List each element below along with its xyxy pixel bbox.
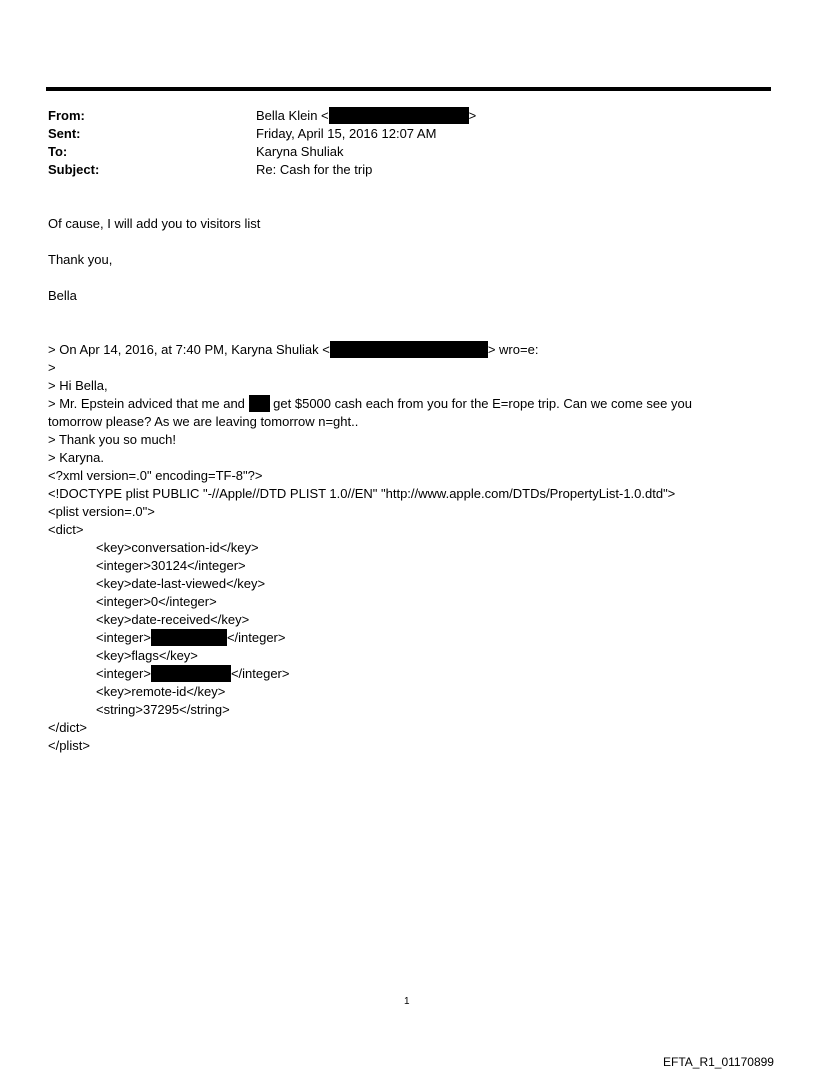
quoted-blank: > <box>48 360 56 375</box>
plist-key-date-last-viewed: <key>date-last-viewed</key> <box>96 576 266 591</box>
plist-key-conversation-id: <key>conversation-id</key> <box>96 540 259 555</box>
plist-value-conversation-id: <integer>30124</integer> <box>96 558 246 573</box>
sent-label: Sent: <box>48 126 81 141</box>
reply-line: Of cause, I will add you to visitors list <box>48 216 261 231</box>
plist-value-date-last-viewed: <integer>0</integer> <box>96 594 217 609</box>
redaction-block <box>151 665 231 682</box>
quoted-message-pre: > Mr. Epstein adviced that me and <box>48 396 245 411</box>
to-value: Karyna Shuliak <box>256 144 344 159</box>
to-label: To: <box>48 144 68 159</box>
header-divider <box>46 87 771 91</box>
document-id: EFTA_R1_01170899 <box>663 1055 774 1069</box>
redaction-block <box>330 341 488 358</box>
quoted-thanks: > Thank you so much! <box>48 432 177 447</box>
from-name: Bella Klein < <box>256 108 329 123</box>
quoted-intro-post: > wro=e: <box>487 342 539 357</box>
page-number: 1 <box>404 996 410 1007</box>
plist-xml-decl: <?xml version=.0" encoding=TF-8"?> <box>48 468 263 483</box>
plist-key-date-received: <key>date-received</key> <box>96 612 250 627</box>
subject-value: Re: Cash for the trip <box>256 162 373 177</box>
reply-signature: Bella <box>48 288 77 303</box>
redaction-block <box>249 395 270 412</box>
quoted-message-cont: tomorrow please? As we are leaving tomorrow n=ght.. <box>48 414 359 429</box>
plist-key-flags: <key>flags</key> <box>96 648 198 663</box>
plist-key-remote-id: <key>remote-id</key> <box>96 684 226 699</box>
plist-value-flags <box>96 665 289 683</box>
reply-thanks: Thank you, <box>48 252 113 267</box>
subject-label: Subject: <box>48 162 100 177</box>
quoted-message <box>48 395 692 413</box>
quoted-message-post: get $5000 cash each from you for the E=rope trip. Can we come see you <box>273 396 692 411</box>
plist-value-close: </integer> <box>230 666 290 681</box>
sent-value: Friday, April 15, 2016 12:07 AM <box>256 126 437 141</box>
redaction-block <box>329 107 469 124</box>
dict-open: <dict> <box>48 522 84 537</box>
from-tail: > <box>468 108 477 123</box>
from-label: From: <box>48 108 85 123</box>
quoted-greeting: > Hi Bella, <box>48 378 108 393</box>
plist-close: </plist> <box>48 738 90 753</box>
plist-open: <plist version=.0"> <box>48 504 155 519</box>
from-value <box>256 107 476 125</box>
dict-close: </dict> <box>48 720 88 735</box>
plist-value-date-received <box>96 629 285 647</box>
quoted-intro <box>48 341 538 359</box>
plist-value-close: </integer> <box>226 630 286 645</box>
quoted-intro-pre: > On Apr 14, 2016, at 7:40 PM, Karyna Shuliak < <box>48 342 330 357</box>
quoted-sign: > Karyna. <box>48 450 105 465</box>
plist-value-open: <integer> <box>96 666 151 681</box>
redaction-block <box>151 629 227 646</box>
plist-value-remote-id: <string>37295</string> <box>96 702 230 717</box>
plist-value-open: <integer> <box>96 630 151 645</box>
plist-doctype: <!DOCTYPE plist PUBLIC "-//Apple//DTD PLIST 1.0//EN" "http://www.apple.com/DTDs/PropertyList-1.0.dtd"> <box>48 486 676 501</box>
